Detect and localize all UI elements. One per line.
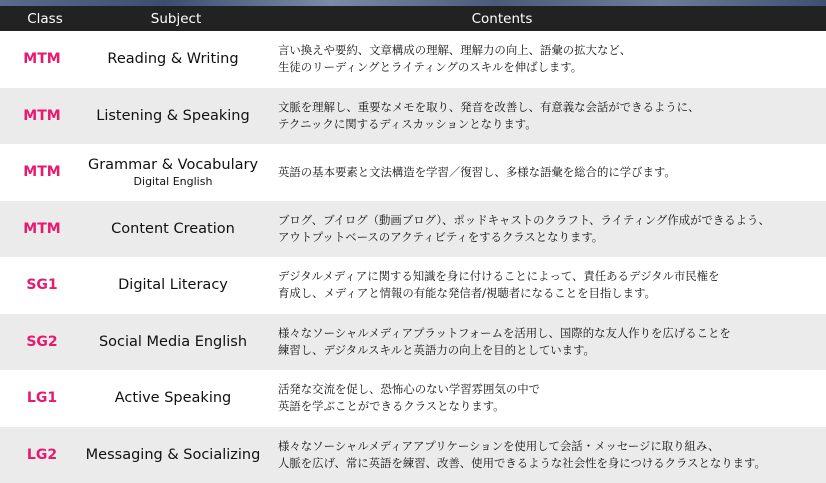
- table-row: [0, 88, 826, 145]
- subject-title: Grammar & Vocabulary: [88, 157, 258, 173]
- header-class: Class: [0, 11, 90, 27]
- table-row: [0, 144, 826, 201]
- subject-title: Messaging & Socializing: [86, 447, 261, 463]
- contents-text: [262, 438, 826, 472]
- table-row: [0, 201, 826, 258]
- subject-name: [84, 389, 262, 407]
- contents-line: アウトプットベースのアクティビティをするクラスとなります。: [278, 229, 826, 246]
- header-subject: Subject: [90, 11, 262, 27]
- contents-line: 英語を学ぶことができるクラスとなります。: [278, 398, 826, 415]
- subject-title: Active Speaking: [115, 390, 232, 406]
- contents-text: [262, 325, 826, 359]
- subject-name: [84, 276, 262, 294]
- subject-title: Social Media English: [99, 334, 247, 350]
- subject-name: [84, 107, 262, 125]
- contents-line: 活発な交流を促し、恐怖心のない学習雰囲気の中で: [278, 381, 826, 398]
- subject-name: [84, 50, 262, 68]
- class-code: MTM: [0, 108, 84, 124]
- contents-text: [262, 268, 826, 302]
- table-row: [0, 314, 826, 371]
- contents-text: [262, 212, 826, 246]
- contents-line: 様々なソーシャルメディアアプリケーションを使用して会話・メッセージに取り組み、: [278, 438, 826, 455]
- table-header: [0, 6, 826, 31]
- subject-name: [84, 156, 262, 189]
- contents-line: 生徒のリーディングとライティングのスキルを伸ばします。: [278, 59, 826, 76]
- contents-text: [262, 164, 826, 181]
- contents-line: 英語の基本要素と文法構造を学習／復習し、多様な語彙を総合的に学びます。: [278, 164, 826, 181]
- contents-line: 練習し、デジタルスキルと英語力の向上を目的としています。: [278, 342, 826, 359]
- class-code: LG2: [0, 447, 84, 463]
- contents-text: [262, 381, 826, 415]
- contents-line: 文脈を理解し、重要なメモを取り、発音を改善し、有意義な会話ができるように、: [278, 99, 826, 116]
- class-code: SG1: [0, 277, 84, 293]
- class-code: SG2: [0, 334, 84, 350]
- subject-title: Listening & Speaking: [96, 108, 249, 124]
- contents-text: [262, 42, 826, 76]
- subject-name: [84, 333, 262, 351]
- subject-name: [84, 446, 262, 464]
- contents-line: 育成し、メディアと情報の有能な発信者/視聴者になることを目指します。: [278, 285, 826, 302]
- contents-line: 人脈を広げ、常に英語を練習、改善、使用できるような社会性を身につけるクラスとなります。: [278, 455, 826, 472]
- table-row: [0, 370, 826, 427]
- subject-title: Reading & Writing: [107, 51, 238, 67]
- table-row: [0, 31, 826, 88]
- class-code: LG1: [0, 390, 84, 406]
- class-code: MTM: [0, 51, 84, 67]
- contents-line: 様々なソーシャルメディアプラットフォームを活用し、国際的な友人作りを広げることを: [278, 325, 826, 342]
- contents-line: デジタルメディアに関する知識を身に付けることによって、責任あるデジタル市民権を: [278, 268, 826, 285]
- header-contents: Contents: [262, 11, 826, 27]
- table-row: [0, 257, 826, 314]
- subject-subtitle: Digital English: [84, 174, 262, 189]
- class-code: MTM: [0, 164, 84, 180]
- class-code: MTM: [0, 221, 84, 237]
- subject-title: Digital Literacy: [118, 277, 228, 293]
- contents-line: テクニックに関するディスカッションとなります。: [278, 116, 826, 133]
- table-row: [0, 427, 826, 483]
- class-table: [0, 6, 826, 483]
- subject-name: [84, 220, 262, 238]
- contents-line: 言い換えや要約、文章構成の理解、理解力の向上、語彙の拡大など、: [278, 42, 826, 59]
- subject-title: Content Creation: [111, 221, 235, 237]
- contents-line: ブログ、ブイログ（動画ブログ）、ポッドキャストのクラフト、ライティング作成ができるよう、: [278, 212, 826, 229]
- contents-text: [262, 99, 826, 133]
